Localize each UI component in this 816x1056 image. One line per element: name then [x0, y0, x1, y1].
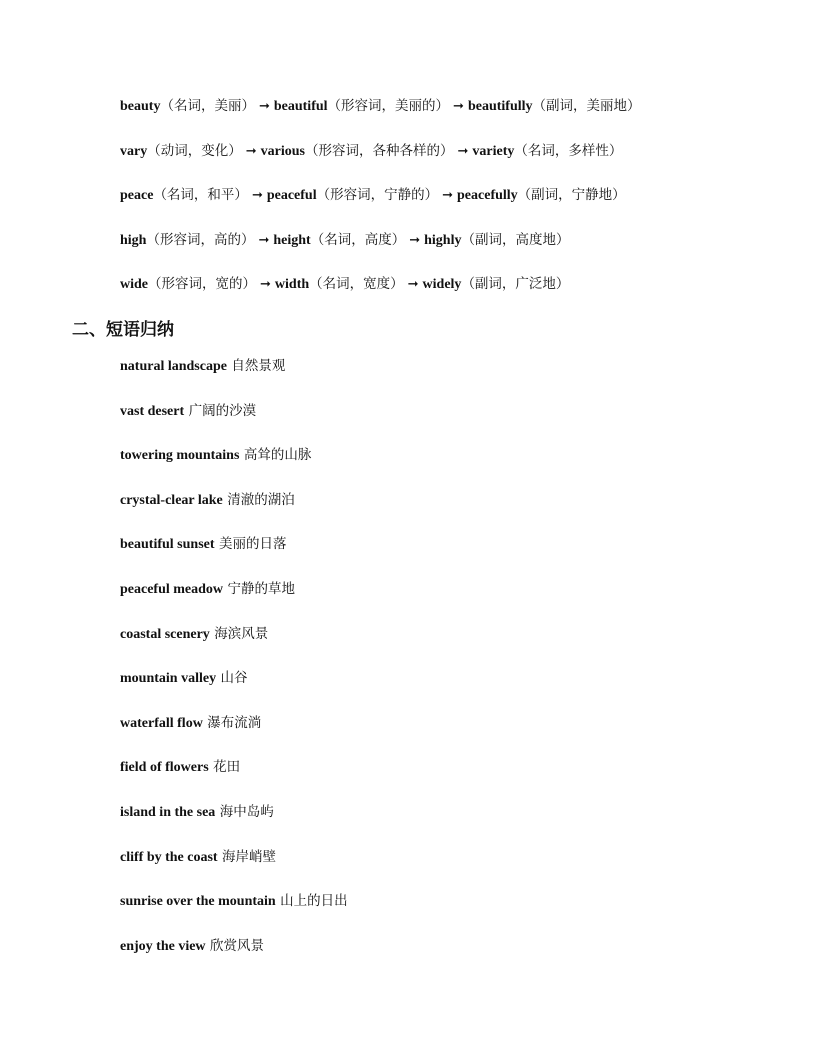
word-form-text: [120, 228, 569, 253]
word: peacefully: [457, 188, 518, 204]
phrase-english: sunrise over the mountain: [120, 894, 276, 910]
word-note: （形容词，高的）: [146, 231, 255, 248]
word-note: （名词，多样性）: [514, 142, 623, 159]
phrase-chinese: 清澈的湖泊: [227, 491, 295, 508]
phrase-english: peaceful meadow: [120, 581, 224, 597]
word-note: （形容词，宁静的）: [316, 187, 439, 204]
arrow-icon: ➞: [258, 232, 270, 248]
phrase-text: [120, 800, 274, 825]
phrase-text: [120, 889, 348, 914]
arrow-icon: ➞: [442, 188, 454, 204]
word-note: （名词，和平）: [153, 187, 248, 204]
phrase-text: [120, 755, 240, 780]
word: peace: [120, 188, 154, 204]
phrase-english: enjoy the view: [120, 938, 206, 954]
phrase-english: crystal-clear lake: [120, 492, 223, 508]
word-note: （形容词，各种各样的）: [304, 142, 454, 159]
phrase-chinese: 宁静的草地: [227, 580, 295, 597]
word-note: （副词，高度地）: [461, 231, 570, 248]
phrase-text: [120, 622, 268, 647]
word-note: （名词，宽度）: [309, 276, 404, 293]
phrase-chinese: 海中岛屿: [219, 803, 274, 820]
phrase-text: [120, 488, 295, 513]
phrase-english: vast desert: [120, 403, 185, 419]
arrow-icon: ➞: [453, 99, 464, 114]
phrase-english: field of flowers: [120, 760, 209, 776]
phrase-english: mountain valley: [120, 671, 217, 687]
word: high: [120, 232, 147, 248]
phrase-chinese: 自然景观: [231, 358, 286, 374]
phrase-chinese: 瀑布流淌: [207, 714, 262, 731]
phrase-text: [120, 577, 295, 602]
word: beauty: [120, 99, 161, 114]
arrow-icon: ➞: [409, 232, 421, 248]
word: height: [273, 232, 311, 248]
phrase-chinese: 花田: [213, 759, 241, 776]
phrase-english: natural landscape: [120, 359, 227, 374]
word: variety: [472, 143, 515, 159]
phrase-text: [120, 532, 286, 557]
phrase-chinese: 海岸峭壁: [222, 848, 277, 865]
phrase-chinese: 欣赏风景: [210, 937, 264, 954]
word: vary: [120, 143, 148, 159]
word: beautiful: [273, 99, 328, 114]
word-form-text: [120, 139, 622, 164]
phrase-text: [120, 666, 248, 691]
word-note: （形容词，宽的）: [148, 276, 256, 293]
phrase-english: beautiful sunset: [120, 537, 215, 553]
word-form-text: [120, 272, 569, 297]
phrase-text: [120, 399, 256, 424]
word-note: （副词，广泛地）: [461, 276, 570, 293]
word-note: （副词，美丽地）: [532, 98, 641, 114]
phrase-chinese: 海滨风景: [214, 625, 269, 642]
phrase-text: [120, 711, 261, 736]
phrase-chinese: 山谷: [220, 670, 248, 687]
phrase-english: coastal scenery: [120, 626, 210, 642]
arrow-icon: ➞: [457, 143, 469, 159]
arrow-icon: ➞: [245, 143, 257, 159]
phrase-chinese: 广阔的沙漠: [188, 402, 257, 419]
word-note: （名词，美丽）: [160, 98, 255, 114]
word-form-text: [120, 94, 641, 119]
phrase-text: [120, 443, 311, 468]
word-form-text: [120, 183, 626, 208]
word-note: （动词，变化）: [147, 142, 242, 159]
phrase-english: waterfall flow: [120, 715, 203, 731]
arrow-icon: ➞: [260, 277, 271, 293]
word: width: [274, 277, 310, 293]
arrow-icon: ➞: [407, 277, 419, 293]
word: highly: [424, 232, 462, 248]
word: wide: [120, 277, 148, 293]
word: various: [260, 143, 305, 159]
phrase-chinese: 山上的日出: [280, 893, 348, 910]
phrase-english: island in the sea: [120, 804, 216, 820]
phrase-text: [120, 845, 276, 870]
word: peaceful: [266, 188, 317, 204]
word: widely: [422, 277, 462, 293]
arrow-icon: ➞: [251, 188, 263, 204]
word: beautifully: [467, 99, 533, 114]
section-title: 二、短语归纳: [72, 320, 174, 340]
phrase-chinese: 高耸的山脉: [243, 447, 312, 464]
phrase-english: towering mountains: [120, 448, 240, 464]
phrase-text: [120, 354, 285, 379]
phrase-english: cliff by the coast: [120, 849, 218, 865]
word-note: （副词，宁静地）: [517, 187, 626, 204]
phrase-text: [120, 934, 264, 959]
arrow-icon: ➞: [258, 99, 270, 114]
word-note: （形容词，美丽的）: [327, 98, 450, 114]
phrase-chinese: 美丽的日落: [218, 536, 287, 553]
word-note: （名词，高度）: [310, 231, 406, 248]
